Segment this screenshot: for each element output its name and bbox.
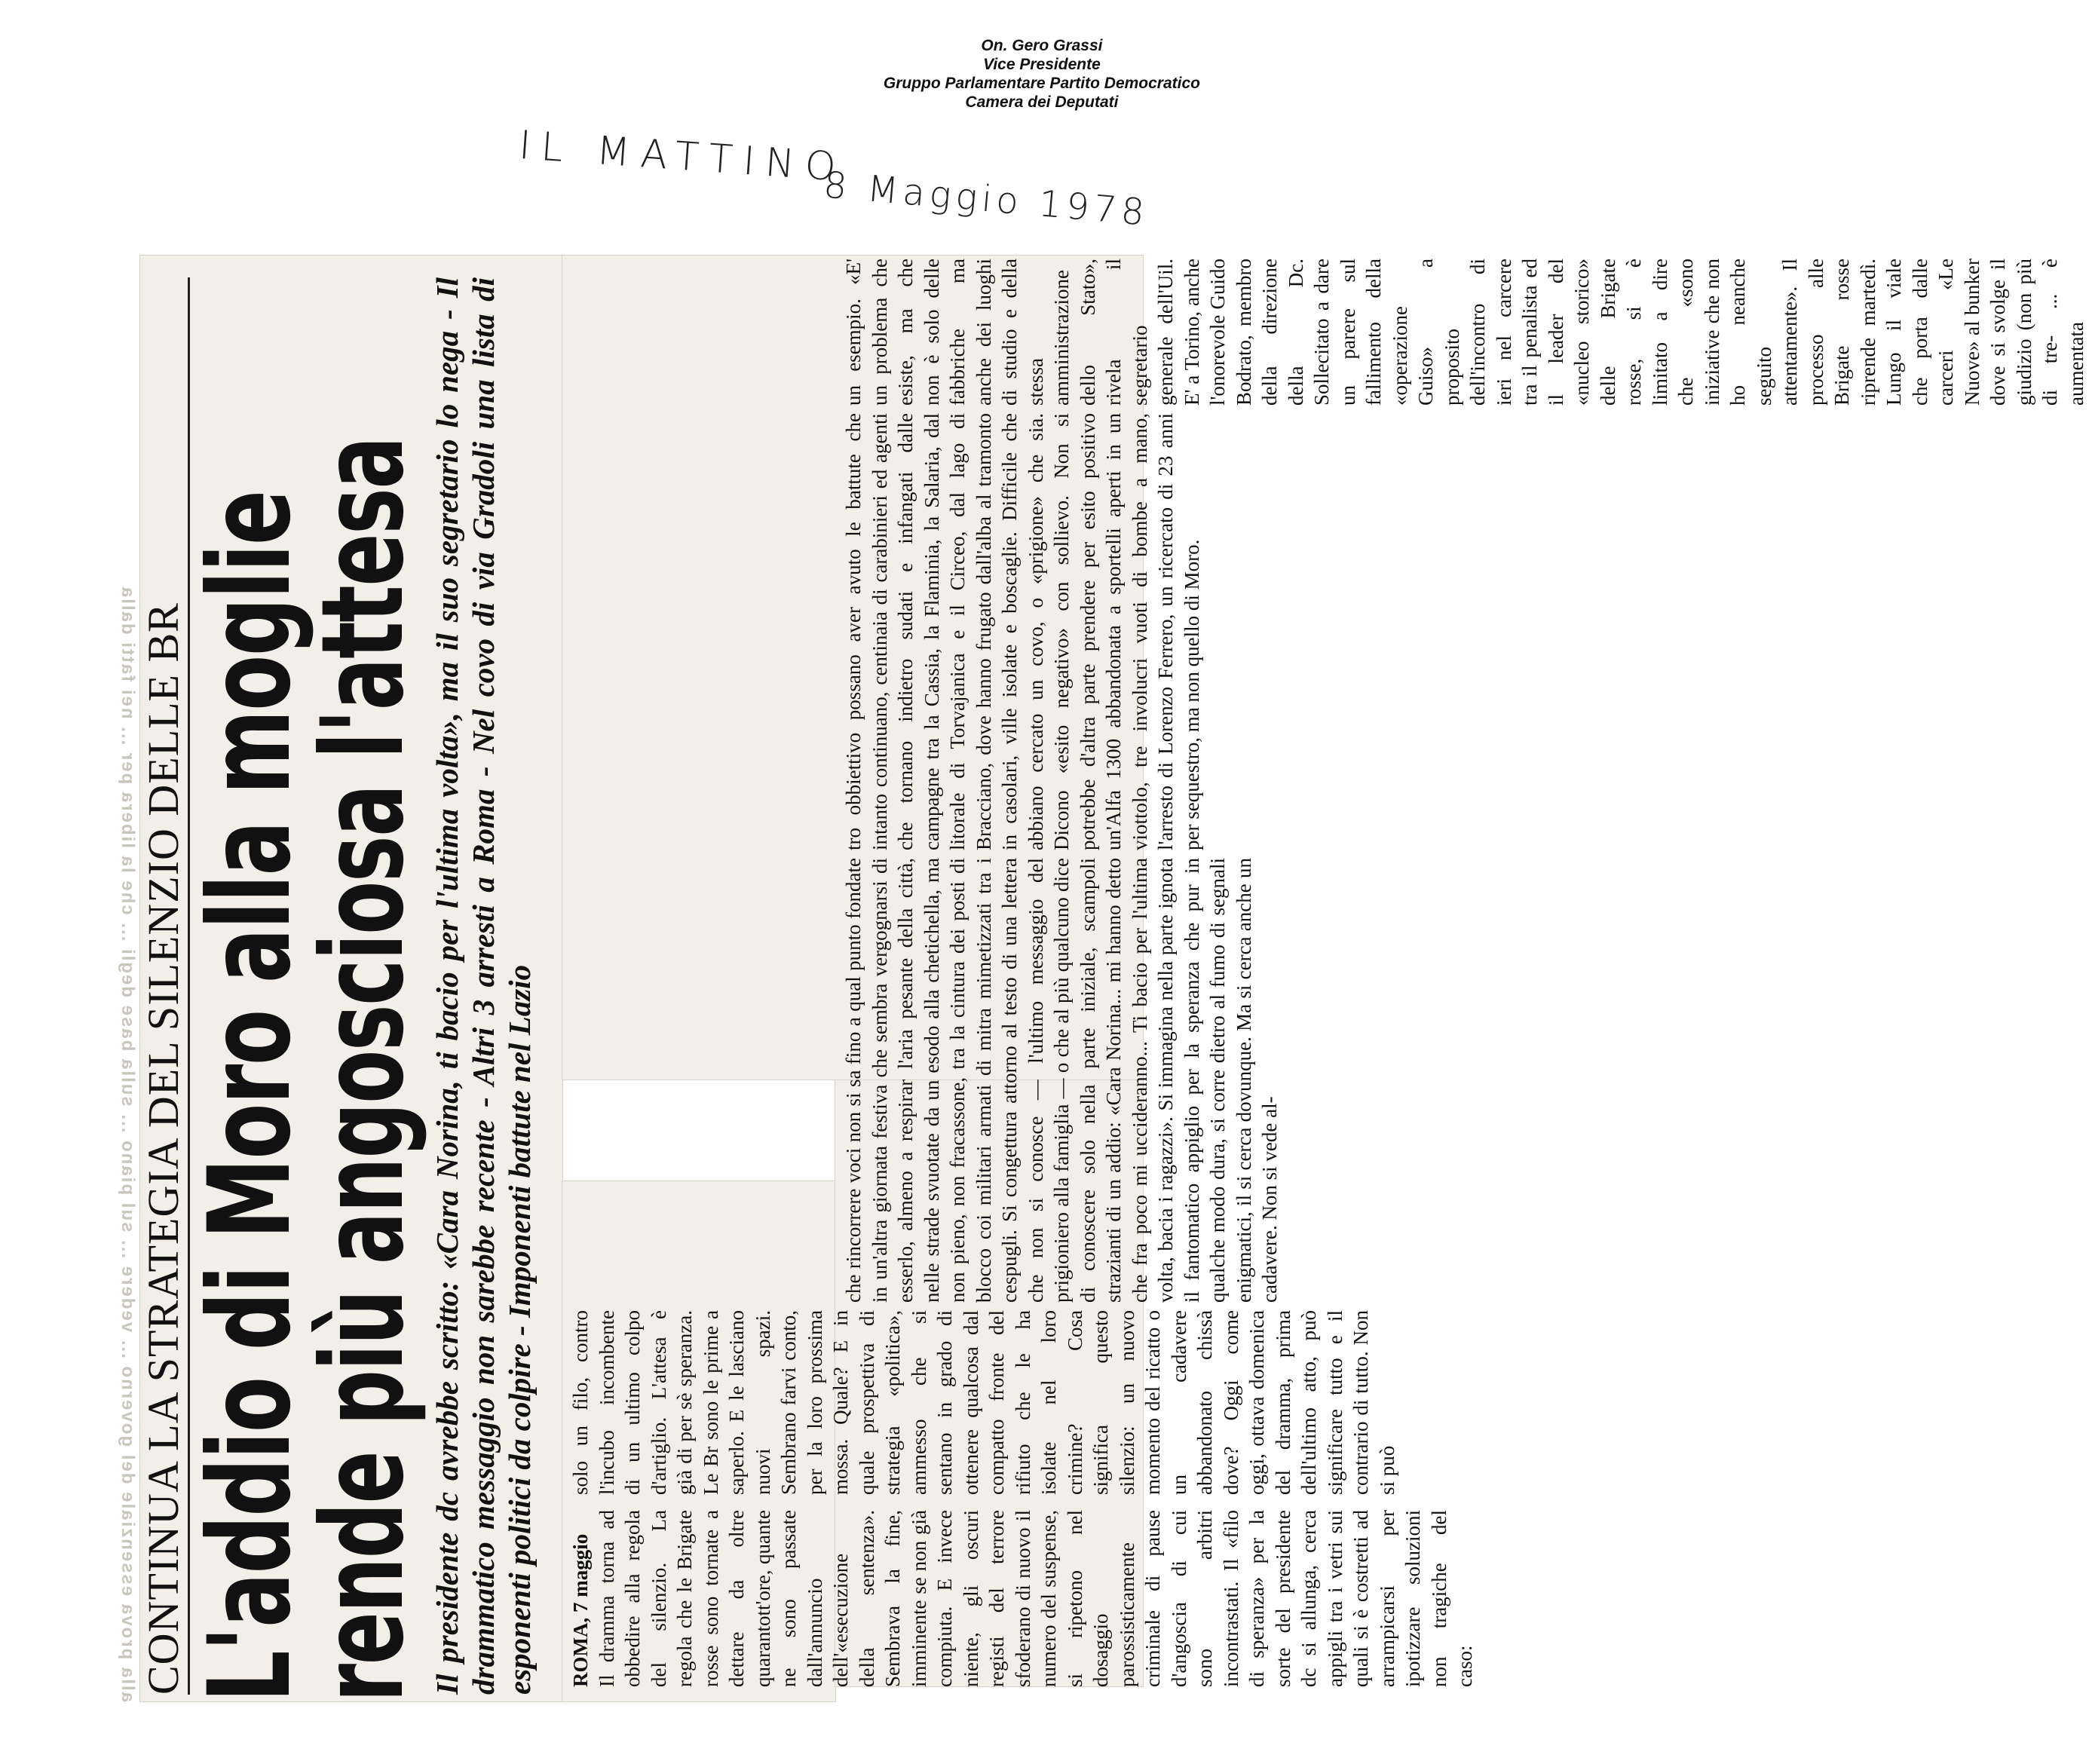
- letterhead-role: Vice Presidente: [983, 56, 1101, 73]
- article-column-1: [568, 1510, 1476, 1687]
- column-5-text: un esempio. «E' un problema che esiste, ma che non è solo delle fabbriche ma anche dei luoghi di studio e della stessa amministrazione dello Stato», rivela il segretario generale dell'Uil. E' a Torino, anche l'onorevole Guido Bodrato, membro della direzione della Dc. Sollecitato a dare un parere sul fallimento della «operazione Guiso» a proposito dell'incontro di ieri nel carcere tra il penalista ed il leader del «nucleo storico» delle Brigate rosse, si è limitato a dire che «sono iniziative che non ho neanche seguito attentamente». Il processo alle Brigate rosse riprende martedì. Lungo il viale che porta dalle carceri «Le Nuove» al bunker dove si svolge il giudizio (non più di tre- ... è aumentata: [842, 259, 2087, 406]
- article-dateline: ROMA, 7 maggio: [569, 1533, 592, 1687]
- article-column-2: [568, 1310, 1398, 1495]
- handwritten-date: 8 Maggio 1978: [822, 164, 1150, 234]
- show-through-text: alla prova essenziale del governo ... vedere ... sul piano ... sulla base degli ... che la libera per ... nei fatti dalla: [118, 585, 138, 1702]
- column-4-text: tro obbiettivo possano aver avuto le battute che intanto continuano, centinaia di carabinieri ed agenti che tornano indietro sudati e infangati dalle campagne tra la Cassia, la Flaminia, la Salaria, dal litorale di Torvajanica e il Circeo, dal lago di Bracciano, dove hanno frugato dall'alba al tramonto in casolari, ville isolate e boscaglie. Difficile che abbiano cercato un covo, o «prigione» che sia. Dicono «esito negativo» con sollievo. Non si potrebbe d'altra parte prendere per esito positivo un'Alfa 1300 abbandonata a sportelli aperti in un viottolo, tre involucri vuoti di bombe a mano, l'arresto di Lorenzo Ferrero, un ricercato di 23 anni per sequestro, ma non quello di Moro.: [842, 413, 1203, 850]
- article-column-4: [841, 413, 1203, 850]
- newspaper-clipping: [118, 256, 2087, 1702]
- article-deck: Il presidente dc avrebbe scritto: «Cara Norina, ti bacio per l'ultima volta», ma il suo segretario lo nega - Il drammatico messaggio non sarebbe recente - Altri 3 arresti a Roma - Nel covo di via Gradoli una lista di esponenti politici da colpire - Imponenti battute nel Lazio: [430, 277, 537, 1695]
- column-3-text: che rincorrere voci non si sa fino a qual punto fondate in un'altra giornata festiva che sembra vergognarsi di esserlo, almeno a respirar l'aria pesante della città, nelle strade svuotate da un esodo alla chetichella, ma non pieno, non fracassone, tra la cintura dei posti di blocco coi militari armati di mitra mimetizzati tra i cespugli. Si congettura attorno al testo di una lettera che non si conosce — l'ultimo messaggio del prigioniero alla famiglia — o che al più qualcuno dice di conoscere solo nella parte iniziale, scampoli strazianti di un addio: «Cara Norina... mi hanno detto che fra poco mi uccideranno... Ti bacio per l'ultima volta, bacia i ragazzi». Si immagina nella parte ignota il fantomatico appiglio per la speranza che pur in qualche modo dura, si corre dietro al fumo di segnali enigmatici, il si cerca dovunque. Ma si cerca anche un cadavere. Non si vede al-: [842, 858, 1281, 1303]
- column-2-text: solo un filo, contro l'incubo incombente di un ultimo colpo d'artiglio. L'attesa è già di per sè speranza. Le Br sono le prime a saperlo. E le lasciano nuovi spazi. Sembrano farvi conto, per la loro prossima mossa. Quale? E in quale prospettiva di strategia «politica», ammesso che si sentano in grado di ottenere qualcosa dal compatto fronte del rifiuto che le ha isolate nel loro crimine? Cosa significa questo silenzio: un nuovo momento del ricatto o un cadavere abbandonato chissà dove? Oggi come oggi, ottava domenica del dramma, prima dell'ultimo atto, può significare tutto e il contrario di tutto. Non si può: [569, 1310, 1398, 1495]
- letterhead-chamber: Camera dei Deputati: [965, 93, 1119, 111]
- headline-line-2: rende più angosciosa l'attesa: [298, 437, 429, 1702]
- handwritten-newspaper-name: IL MATTINO: [517, 122, 848, 191]
- letterhead-group: Gruppo Parlamentare Partito Democratico: [883, 75, 1200, 92]
- article-column-5: [841, 259, 2087, 406]
- column-1-text: Il dramma torna ad obbedire alla regola del silenzio. La regola che le Brigate rosse sono tornate a dettare da oltre quarantott'ore, quante ne sono passate dall'annuncio dell'«esecuzione della sentenza». Sembrava la fine, imminente se non già compiuta. E invece niente, gli oscuri registi del terrore sfoderano di nuovo il numero del suspense, si ripetono nel dosaggio parossisticamente criminale di pause d'angoscia di cui sono arbitri incontrastati. Il «filo di speranza» per la sorte del presidente dc si allunga, cerca appigli tra i vetri sui quali si è costretti ad arrampicarsi per ipotizzare soluzioni non tragiche del caso:: [595, 1510, 1476, 1687]
- letterhead: [884, 36, 1200, 112]
- article-column-3: [841, 858, 1281, 1303]
- article-kicker: CONTINUA LA STRATEGIA DEL SILENZIO DELLE BR: [139, 277, 190, 1695]
- headline-line-1: L'addio di Moro alla moglie: [185, 491, 316, 1702]
- letterhead-name: On. Gero Grassi: [981, 37, 1103, 54]
